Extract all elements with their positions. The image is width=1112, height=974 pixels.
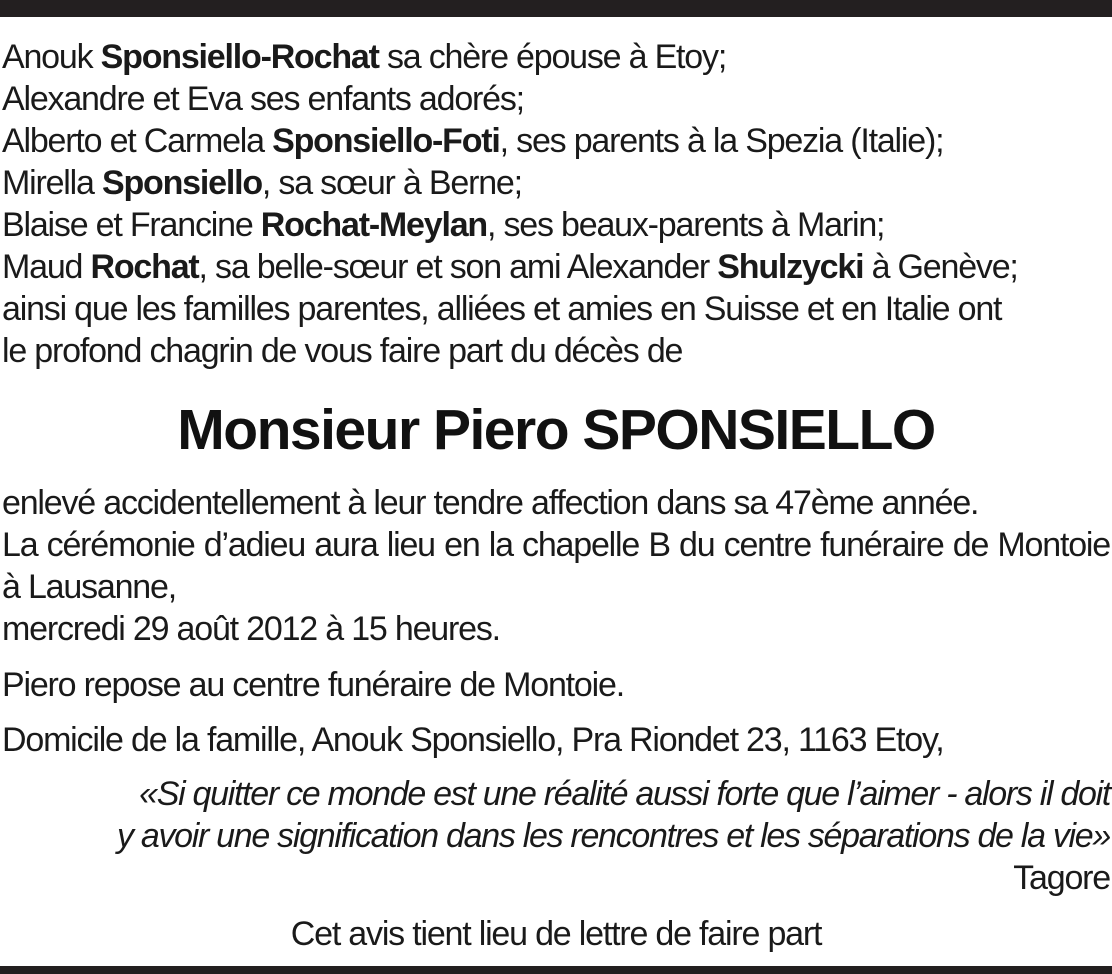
family-line: Blaise et Francine Rochat-Meylan, ses beaux-parents à Marin; bbox=[2, 206, 885, 244]
quote-author: Tagore bbox=[1013, 859, 1110, 897]
family-address: Domicile de la famille, Anouk Sponsiello, Pra Riondet 23, 1163 Etoy, bbox=[2, 721, 944, 759]
family-surname: Rochat bbox=[90, 248, 199, 286]
family-line: Mirella Sponsiello, sa sœur à Berne; bbox=[2, 164, 522, 202]
deceased-name: Monsieur Piero SPONSIELLO bbox=[177, 398, 935, 462]
resting-place: Piero repose au centre funéraire de Montoie. bbox=[2, 666, 624, 704]
family-surname: Sponsiello-Rochat bbox=[100, 38, 379, 76]
family-surname: Sponsiello-Foti bbox=[272, 122, 500, 160]
quote-line: y avoir une signification dans les rencontres et les séparations de la vie» bbox=[116, 817, 1110, 855]
family-line: Alberto et Carmela Sponsiello-Foti, ses parents à la Spezia (Italie); bbox=[2, 122, 944, 160]
family-surname: Shulzycki bbox=[717, 248, 864, 286]
family-line: Alexandre et Eva ses enfants adorés; bbox=[2, 80, 524, 118]
notice-footer: Cet avis tient lieu de lettre de faire part bbox=[290, 915, 822, 953]
family-line: Anouk Sponsiello-Rochat sa chère épouse à Etoy; bbox=[2, 38, 727, 76]
family-surname: Sponsiello bbox=[101, 164, 262, 202]
family-line: ainsi que les familles parentes, alliées et amies en Suisse et en Italie ont bbox=[2, 290, 1002, 328]
ceremony-info: La cérémonie d’adieu aura lieu en la chapelle B du centre funéraire de Montoie à Lausanne, bbox=[2, 526, 1110, 606]
quote bbox=[2, 773, 1110, 857]
family-list bbox=[2, 36, 1110, 372]
bottom-border-rule bbox=[0, 966, 1112, 974]
ceremony-date: mercredi 29 août 2012 à 15 heures. bbox=[2, 610, 500, 648]
obituary-notice bbox=[2, 36, 1110, 955]
family-line: Maud Rochat, sa belle-sœur et son ami Alexander Shulzycki à Genève; bbox=[2, 248, 1018, 286]
death-statement: enlevé accidentellement à leur tendre affection dans sa 47ème année. bbox=[2, 484, 979, 522]
quote-line: «Si quitter ce monde est une réalité aussi forte que l’aimer - alors il doit bbox=[139, 775, 1110, 813]
top-border-rule bbox=[0, 0, 1112, 17]
family-line: le profond chagrin de vous faire part du décès de bbox=[2, 332, 683, 370]
family-surname: Rochat-Meylan bbox=[260, 206, 487, 244]
